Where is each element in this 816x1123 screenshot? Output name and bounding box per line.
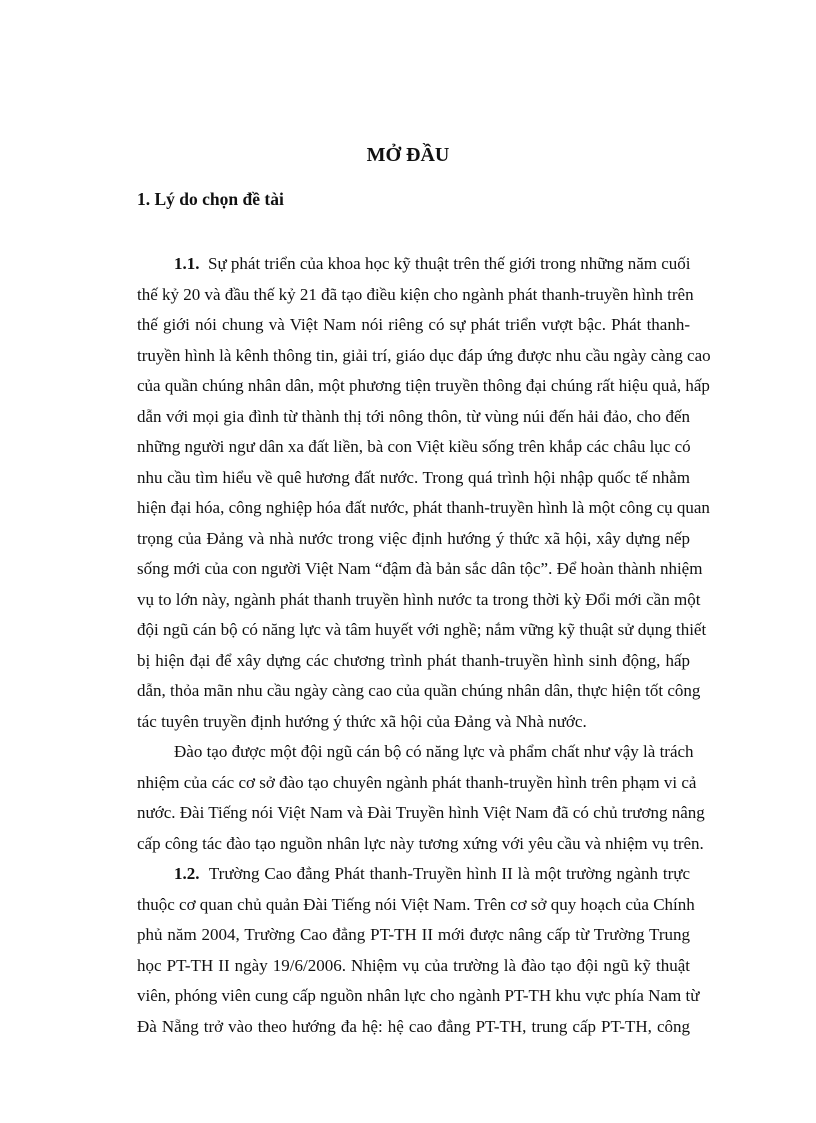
text-line (137, 646, 690, 677)
line-text: thuộc cơ quan chủ quản Đài Tiếng nói Việt Nam. Trên cơ sở quy hoạch của Chính (137, 894, 695, 914)
line-text: đội ngũ cán bộ có năng lực và tâm huyết với nghề; nắm vững kỹ thuật sử dụng thiết (137, 620, 707, 639)
text-line (137, 890, 695, 921)
text-line (137, 981, 700, 1012)
text-line (137, 341, 711, 372)
line-text: trọng của Đảng và nhà nước trong việc định hướng ý thức xã hội, xây dựng nếp (137, 528, 690, 548)
line-text: nước. Đài Tiếng nói Việt Nam và Đài Truyền hình Việt Nam đã có chủ trương nâng (137, 803, 705, 822)
text-line (137, 280, 694, 311)
line-text: Sự phát triển của khoa học kỹ thuật trên thế giới trong những năm cuối (208, 254, 691, 273)
text-line (137, 829, 704, 860)
text-line (137, 676, 701, 707)
text-line (137, 463, 690, 494)
document-body (137, 249, 711, 1042)
line-text: viên, phóng viên cung cấp nguồn nhân lực cho ngành PT-TH khu vực phía Nam từ (137, 986, 700, 1005)
line-text: hiện đại hóa, công nghiệp hóa đất nước, phát thanh-truyền hình là một công cụ quan (137, 498, 710, 517)
text-line (137, 1012, 690, 1043)
line-text: tác tuyên truyền định hướng ý thức xã hội của Đảng và Nhà nước. (137, 711, 587, 731)
line-text: phủ năm 2004, Trường Cao đẳng PT-TH II mới được nâng cấp từ Trường Trung (137, 925, 690, 944)
line-text: sống mới của con người Việt Nam “đậm đà bản sắc dân tộc”. Để hoàn thành nhiệm (137, 559, 703, 578)
paragraph-number: 1.1. (174, 254, 200, 273)
line-text: vụ to lớn này, ngành phát thanh truyền hình nước ta trong thời kỳ Đổi mới cần một (137, 589, 701, 609)
text-line (137, 798, 705, 829)
text-line (137, 402, 690, 433)
line-text: của quần chúng nhân dân, một phương tiện truyền thông đại chúng rất hiệu quả, hấp (137, 376, 710, 395)
line-text: bị hiện đại để xây dựng các chương trình phát thanh-truyền hình sinh động, hấp (137, 650, 690, 670)
text-line (137, 310, 690, 341)
paragraph-1-1 (137, 249, 711, 737)
text-line (137, 920, 690, 951)
text-line (137, 371, 710, 402)
text-line (137, 859, 690, 890)
text-line (137, 951, 690, 982)
text-line (137, 249, 690, 280)
line-text: Trường Cao đẳng Phát thanh-Truyền hình II là một trường ngành trực (208, 864, 690, 883)
text-line (137, 768, 697, 799)
line-text: thế kỷ 20 và đầu thế kỷ 21 đã tạo điều kiện cho ngành phát thanh-truyền hình trên (137, 284, 694, 304)
line-text: học PT-TH II ngày 19/6/2006. Nhiệm vụ của trường là đào tạo đội ngũ kỹ thuật (137, 955, 690, 975)
text-line (137, 707, 690, 738)
text-line (137, 585, 701, 616)
line-text: cấp công tác đào tạo nguồn nhân lực này tương xứng với yêu cầu và nhiệm vụ trên. (137, 833, 704, 853)
line-text: thế giới nói chung và Việt Nam nói riêng có sự phát triển vượt bậc. Phát thanh- (137, 315, 690, 334)
line-text: dẫn, thỏa mãn nhu cầu ngày càng cao của quần chúng nhân dân, thực hiện tốt công (137, 681, 701, 700)
paragraph-1-2 (137, 859, 700, 1042)
text-line (137, 493, 710, 524)
line-text: nhiệm của các cơ sở đào tạo chuyên ngành phát thanh-truyền hình trên phạm vi cả (137, 772, 697, 792)
section-heading: 1. Lý do chọn đề tài (137, 189, 284, 209)
text-line (137, 737, 694, 768)
text-line (137, 615, 707, 646)
line-text: truyền hình là kênh thông tin, giải trí, giáo dục đáp ứng được nhu cầu ngày càng cao (137, 345, 711, 365)
line-text: Đào tạo được một đội ngũ cán bộ có năng lực và phẩm chất như vậy là trách (174, 742, 694, 761)
line-text: những người ngư dân xa đất liền, bà con Việt kiều sống trên khắp các châu lục có (137, 437, 691, 456)
paragraph-2 (137, 737, 705, 859)
page-title: MỞ ĐẦU (366, 144, 450, 166)
paragraph-number: 1.2. (174, 864, 200, 883)
line-text: dẫn với mọi gia đình từ thành thị tới nông thôn, từ vùng núi đến hải đảo, cho đến (137, 406, 690, 426)
text-line (137, 554, 703, 585)
line-text: Đà Nẵng trở vào theo hướng đa hệ: hệ cao đẳng PT-TH, trung cấp PT-TH, công (137, 1016, 690, 1036)
text-line (137, 432, 690, 463)
line-text: nhu cầu tìm hiểu về quê hương đất nước. Trong quá trình hội nhập quốc tế nhằm (137, 467, 690, 487)
text-line (137, 524, 690, 555)
